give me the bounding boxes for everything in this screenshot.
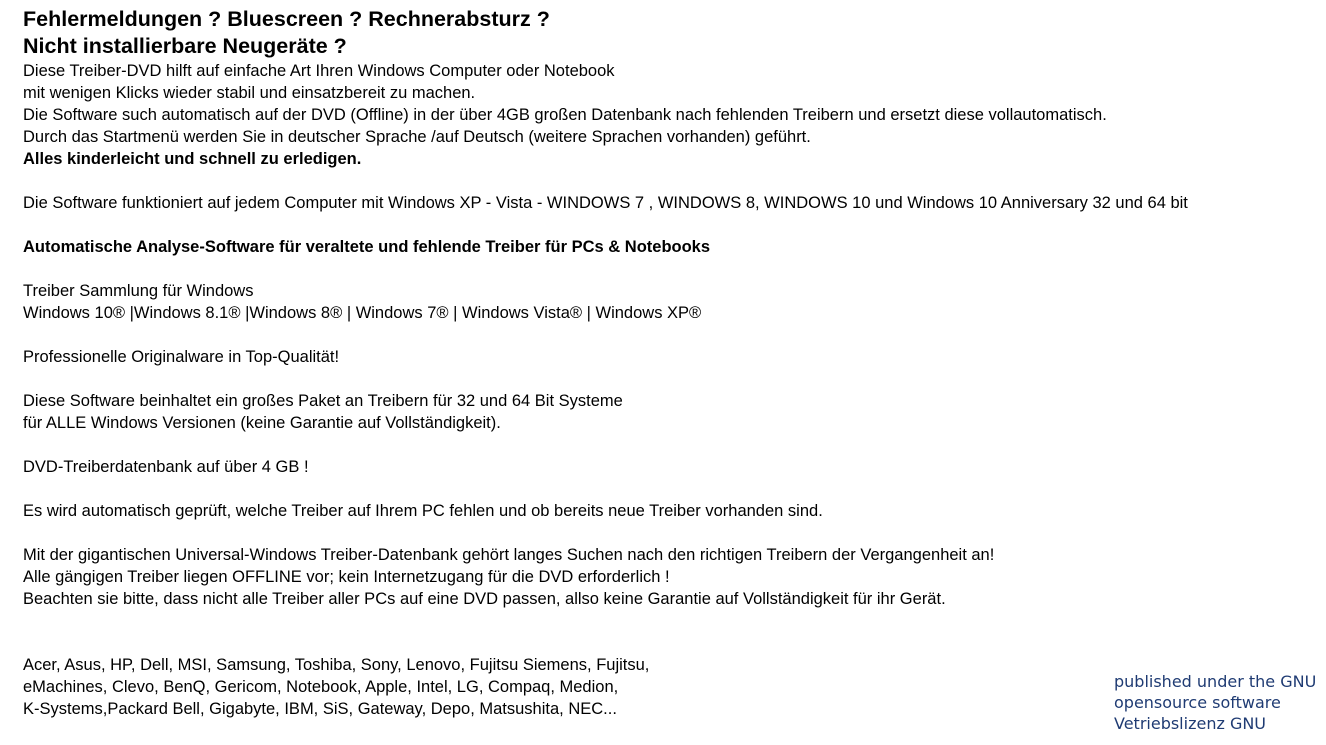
headline-devices: Nicht installierbare Neugeräte ?	[23, 34, 347, 58]
intro-emphasis: Alles kinderleicht und schnell zu erledigen.	[23, 150, 362, 168]
gnu-note-line: published under the GNU	[1114, 672, 1317, 691]
package-line: für ALLE Windows Versionen (keine Garantie auf Vollständigkeit).	[23, 414, 501, 432]
spacer	[23, 478, 1313, 500]
intro-line: Die Software such automatisch auf der DVD (Offline) in der über 4GB großen Datenbank nach fehlenden Treibern und ersetzt diese vollautomatisch.	[23, 106, 1107, 124]
spacer	[23, 214, 1313, 236]
universal-line: Beachten sie bitte, dass nicht alle Treiber aller PCs auf eine DVD passen, allso keine Garantie auf Vollständigkeit für ihr Gerät.	[23, 590, 946, 608]
package-line: Diese Software beinhaltet ein großes Paket an Treibern für 32 und 64 Bit Systeme	[23, 392, 623, 410]
spacer	[23, 632, 1313, 654]
check-text: Es wird automatisch geprüft, welche Treiber auf Ihrem PC fehlen und ob bereits neue Treiber vorhanden sind.	[23, 502, 823, 520]
spacer	[23, 522, 1313, 544]
database-text: DVD-Treiberdatenbank auf über 4 GB !	[23, 458, 309, 476]
intro-line: Diese Treiber-DVD hilft auf einfache Art Ihren Windows Computer oder Notebook	[23, 62, 615, 80]
intro-line: Durch das Startmenü werden Sie in deutscher Sprache /auf Deutsch (weitere Sprachen vorhanden) geführt.	[23, 128, 811, 146]
product-description	[23, 6, 1313, 720]
collection-line: Treiber Sammlung für Windows	[23, 282, 254, 300]
analysis-heading: Automatische Analyse-Software für veraltete und fehlende Treiber für PCs & Notebooks	[23, 238, 711, 256]
gnu-note-line: Vetriebslizenz GNU	[1114, 714, 1267, 733]
universal-line: Alle gängigen Treiber liegen OFFLINE vor; kein Internetzugang für die DVD erforderlich !	[23, 568, 670, 586]
brands-line: Acer, Asus, HP, Dell, MSI, Samsung, Toshiba, Sony, Lenovo, Fujitsu Siemens, Fujitsu,	[23, 656, 650, 674]
brands-line: K-Systems,Packard Bell, Gigabyte, IBM, SiS, Gateway, Depo, Matsushita, NEC...	[23, 700, 617, 718]
spacer	[23, 170, 1313, 192]
universal-line: Mit der gigantischen Universal-Windows Treiber-Datenbank gehört langes Suchen nach den richtigen Treibern der Vergangenheit an!	[23, 546, 995, 564]
headline-errors: Fehlermeldungen ? Bluescreen ? Rechnerabsturz ?	[23, 7, 550, 31]
spacer	[23, 368, 1313, 390]
intro-line: mit wenigen Klicks wieder stabil und einsatzbereit zu machen.	[23, 84, 476, 102]
spacer	[23, 434, 1313, 456]
collection-line: Windows 10® |Windows 8.1® |Windows 8® | Windows 7® | Windows Vista® | Windows XP®	[23, 304, 702, 322]
spacer	[23, 610, 1313, 632]
spacer	[23, 258, 1313, 280]
compatibility-text: Die Software funktioniert auf jedem Computer mit Windows XP - Vista - WINDOWS 7 , WINDOWS 8, WINDOWS 10 und Windows 10 Anniversary 32 und 64 bit	[23, 194, 1188, 212]
spacer	[23, 324, 1313, 346]
brands-line: eMachines, Clevo, BenQ, Gericom, Notebook, Apple, Intel, LG, Compaq, Medion,	[23, 678, 619, 696]
gnu-license-note	[1114, 671, 1316, 734]
gnu-note-line: opensource software	[1114, 693, 1281, 712]
quality-text: Professionelle Originalware in Top-Qualität!	[23, 348, 340, 366]
